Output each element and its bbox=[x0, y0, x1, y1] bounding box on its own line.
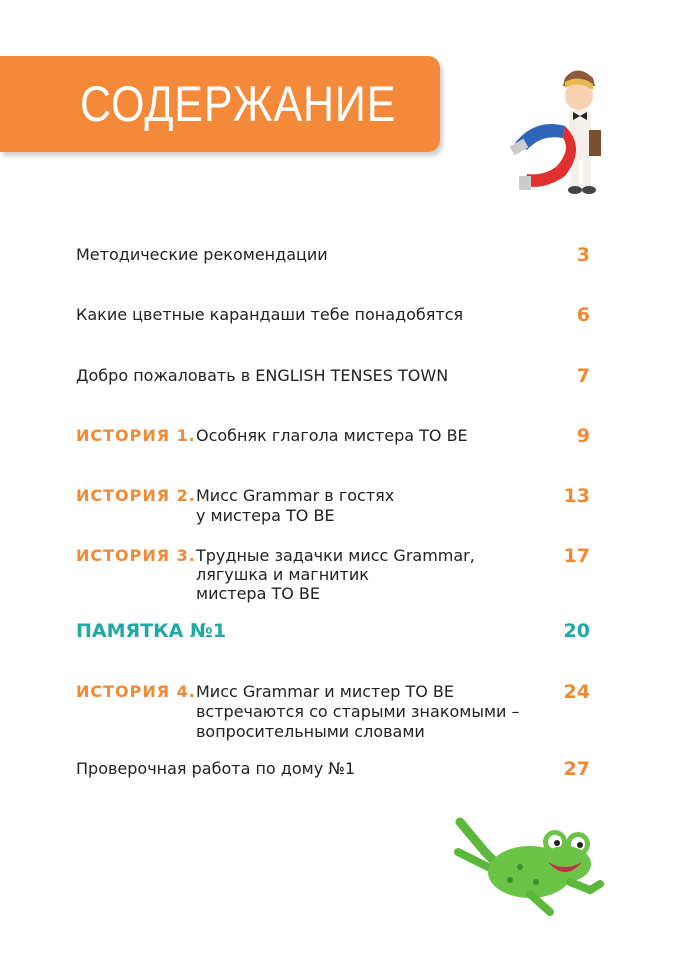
toc-page-number: 3 bbox=[576, 244, 590, 266]
story-label: ИСТОРИЯ 3. bbox=[76, 546, 196, 565]
story-label: ИСТОРИЯ 4. bbox=[76, 682, 196, 701]
story-label: ИСТОРИЯ 1. bbox=[76, 426, 196, 445]
toc-page-number: 20 bbox=[563, 620, 590, 642]
toc-page-number: 17 bbox=[563, 545, 590, 567]
toc-item-title: Добро пожаловать в ENGLISH TENSES TOWN bbox=[76, 366, 449, 385]
frog-illustration bbox=[440, 812, 610, 922]
toc-item-title: Мисс Grammar и мистер TO BE встречаются со старыми знакомыми – вопросительными словами bbox=[196, 682, 520, 741]
toc-item-title: Трудные задачки мисс Grammar, лягушка и магнитик мистера TO BE bbox=[196, 546, 475, 603]
toc-page-number: 27 bbox=[563, 758, 590, 780]
boy-with-magnet-illustration bbox=[505, 58, 615, 198]
story-label: ИСТОРИЯ 2. bbox=[76, 486, 196, 505]
toc-page-number: 6 bbox=[576, 304, 590, 326]
toc-item-title: Какие цветные карандаши тебе понадобятся bbox=[76, 305, 464, 324]
title-banner bbox=[0, 56, 440, 152]
toc-page-number: 9 bbox=[576, 425, 590, 447]
page-title: СОДЕРЖАНИЕ bbox=[80, 76, 397, 132]
toc-item-title: Мисс Grammar в гостях у мистера TO BE bbox=[196, 486, 395, 525]
toc-item-title: Проверочная работа по дому №1 bbox=[76, 759, 356, 778]
toc-item-title: Особняк глагола мистера TO BE bbox=[196, 426, 468, 445]
toc-page-number: 13 bbox=[563, 485, 590, 507]
toc-item-title: Методические рекомендации bbox=[76, 245, 328, 264]
toc-item-title: ПАМЯТКА №1 bbox=[76, 620, 227, 642]
toc-page-number: 24 bbox=[563, 681, 590, 703]
toc-page-number: 7 bbox=[576, 365, 590, 387]
